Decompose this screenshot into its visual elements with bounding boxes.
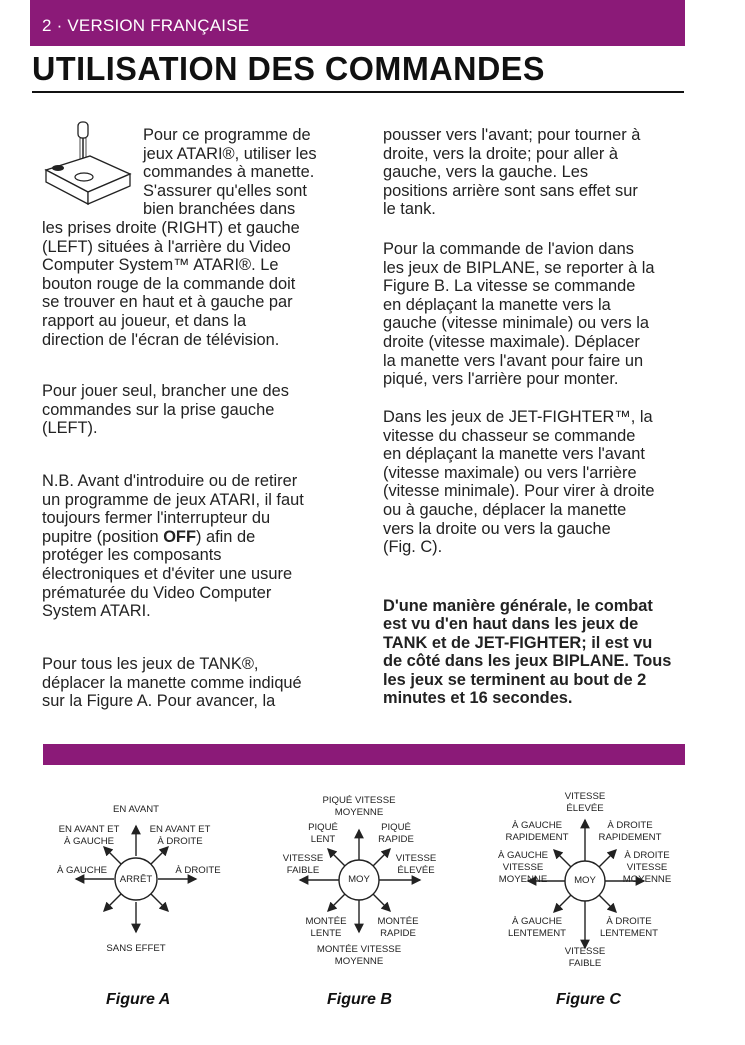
text-line: (Fig. C).: [383, 538, 443, 557]
general-paragraph: [383, 597, 688, 707]
figure-c-bottom-left: À GAUCHE LENTEMENT: [507, 916, 567, 939]
text-line: en déplaçant la manette vers l'avant: [383, 445, 645, 464]
figure-c: [488, 788, 688, 973]
text-line: [42, 472, 362, 491]
text-line: (vitesse minimale). Pour virer à droite: [383, 482, 655, 501]
text-line: gauche (vitesse minimale) ou vers la: [383, 314, 650, 333]
header-bar: [30, 0, 685, 46]
text-line: S'assurer qu'elles sont: [143, 181, 307, 200]
text-line: (vitesse maximale) ou vers l'arrière: [383, 463, 637, 482]
text-line: Pour tous les jeux de TANK®,: [42, 655, 259, 673]
figure-c-center: MOY: [574, 875, 596, 886]
text-line: vitesse du chasseur se commande: [383, 426, 636, 445]
text-line: Computer System™ ATARI®. Le: [42, 256, 279, 275]
figure-b-bottom-left: MONTÉE LENTE: [305, 916, 347, 939]
text-line: vers la droite ou vers la gauche: [383, 519, 611, 538]
figure-c-caption: Figure C: [556, 991, 621, 1008]
text-line: pousser vers l'avant; pour tourner à: [383, 126, 641, 144]
page-title: UTILISATION DES COMMANDES: [32, 50, 545, 87]
nb-line-1: Avant d'introduire ou de retirer: [73, 472, 298, 490]
text-line: minutes et 16 secondes.: [383, 689, 573, 708]
text-line: gauche, vers la gauche. Les: [383, 163, 589, 182]
figure-a-caption: Figure A: [106, 991, 171, 1008]
figure-b-center: MOY: [348, 874, 370, 885]
text-line: direction de l'écran de télévision.: [42, 330, 280, 349]
text-line: en déplaçant la manette vers la: [383, 295, 611, 314]
figure-c-top-left: À GAUCHE RAPIDEMENT: [505, 820, 569, 843]
text-line: se trouver en haut et à gauche par: [42, 293, 293, 312]
figure-a-bottom: SANS EFFET: [106, 943, 166, 954]
text-line: piqué, vers l'arrière pour monter.: [383, 370, 619, 389]
text-line: électroniques et d'éviter une usure: [42, 564, 293, 583]
text-line: (LEFT) situées à l'arrière du Video: [42, 237, 291, 256]
text-line: les prises droite (RIGHT) et gauche: [42, 218, 300, 237]
text-line: les jeux se terminent au bout de 2: [383, 670, 647, 689]
figure-c-left: À GAUCHE VITESSE MOYENNE: [497, 850, 549, 885]
text-line: sur la Figure A. Pour avancer, la: [42, 692, 276, 711]
text-line: protéger les composants: [42, 546, 222, 565]
nb-line-4-pre: pupitre (position: [42, 527, 164, 546]
text-line: le tank.: [383, 200, 436, 219]
figure-c-top-right: À DROITE RAPIDEMENT: [598, 820, 662, 843]
text-line: toujours fermer l'interrupteur du: [42, 509, 271, 528]
figure-b-top-right: PIQUÉ RAPIDE: [378, 822, 414, 845]
text-line: jeux ATARI®, utiliser les: [143, 144, 317, 163]
figure-a-right: À DROITE: [175, 865, 221, 876]
figure-a-left: À GAUCHE: [56, 865, 108, 876]
off-label: OFF: [163, 527, 196, 546]
figure-c-bottom: VITESSE FAIBLE: [564, 946, 606, 969]
text-line: Figure B. La vitesse se commande: [383, 277, 636, 296]
text-line: rapport au joueur, et dans la: [42, 311, 247, 330]
nb-label: N.B.: [42, 472, 74, 490]
text-line: (LEFT).: [42, 419, 98, 438]
text-line: Pour ce programme de: [143, 126, 311, 144]
text-line: commandes sur la prise gauche: [42, 400, 275, 419]
text-line: déplacer la manette comme indiqué: [42, 673, 302, 692]
text-line: System ATARI.: [42, 602, 151, 621]
text-line: droite, vers la droite; pour aller à: [383, 144, 619, 163]
figure-b-bottom-right: MONTÉE RAPIDE: [377, 916, 419, 939]
nb-paragraph: [42, 472, 362, 621]
header-bar-text: 2 · VERSION FRANÇAISE: [42, 16, 250, 35]
figure-a-center: ARRÊT: [119, 874, 153, 885]
figure-b-bottom: MONTÉE VITESSE MOYENNE: [316, 944, 402, 967]
figure-b-top: PIQUÉ VITESSE MOYENNE: [322, 795, 396, 818]
solo-paragraph: [42, 382, 362, 438]
text-line: les jeux de BIPLANE, se reporter à la: [383, 258, 655, 277]
text-line: ou à gauche, déplacer la manette: [383, 500, 627, 519]
text-line: bien branchées dans: [143, 200, 296, 219]
text-line: un programme de jeux ATARI, il faut: [42, 490, 304, 509]
figure-b-right: VITESSE ÉLEVÉE: [395, 853, 437, 876]
figure-c-right: À DROITE VITESSE MOYENNE: [622, 850, 672, 885]
figure-a-top: EN AVANT: [112, 804, 160, 815]
figure-a-top-left: EN AVANT ET À GAUCHE: [58, 824, 120, 847]
text-line: Pour jouer seul, brancher une des: [42, 382, 289, 400]
figure-c-bottom-right: À DROITE LENTEMENT: [599, 916, 659, 939]
text-line: D'une manière générale, le combat: [383, 597, 653, 615]
figure-divider-bar: [43, 744, 685, 765]
biplane-paragraph: [383, 240, 688, 389]
figure-b: [262, 790, 462, 970]
figure-b-left: VITESSE FAIBLE: [282, 853, 324, 876]
tank-paragraph: [42, 655, 362, 711]
jet-paragraph: [383, 408, 688, 557]
figure-b-top-left: PIQUÉ LENT: [308, 822, 338, 845]
text-line: de côté dans les jeux BIPLANE. Tous: [383, 652, 672, 671]
nb-line-4-post: ) afin de: [195, 527, 256, 546]
text-line: bouton rouge de la commande doit: [42, 274, 296, 293]
figure-a-top-right: EN AVANT ET À DROITE: [149, 824, 211, 847]
figure-a: [40, 790, 240, 970]
tank-continued: [383, 126, 688, 219]
text-line: est vu d'en haut dans les jeux de: [383, 615, 639, 634]
text-line: prématurée du Video Computer: [42, 583, 272, 602]
intro-block: [42, 126, 362, 349]
title-rule: [32, 91, 684, 93]
text-line: droite (vitesse maximale). Déplacer: [383, 332, 640, 351]
text-line: [42, 528, 362, 547]
text-line: Dans les jeux de JET-FIGHTER™, la: [383, 408, 653, 426]
text-line: positions arrière sont sans effet sur: [383, 181, 638, 200]
text-line: Pour la commande de l'avion dans: [383, 240, 634, 258]
figure-c-top: VITESSE ÉLEVÉE: [564, 791, 606, 814]
text-line: commandes à manette.: [143, 163, 315, 182]
text-line: TANK et de JET-FIGHTER; il est vu: [383, 633, 653, 652]
figure-b-caption: Figure B: [327, 991, 392, 1008]
text-line: la manette vers l'avant pour faire un: [383, 351, 644, 370]
